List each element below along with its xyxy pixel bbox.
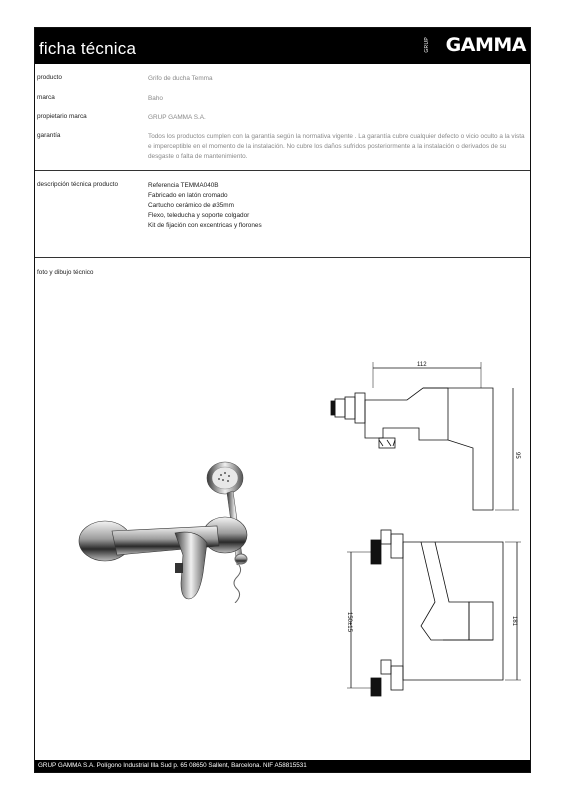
tech-line: Flexo, teleducha y soporte colgador	[148, 212, 250, 219]
brand-prefix: GRUP	[424, 37, 430, 53]
hose	[234, 554, 247, 603]
page-title: ficha técnica	[39, 39, 137, 58]
brand-logo: GAMMA	[445, 34, 526, 56]
tech-line: Cartucho cerámico de ø35mm	[148, 202, 234, 209]
header-bar	[35, 28, 530, 64]
spec-sheet	[34, 27, 531, 773]
dim-side-label: 95	[514, 452, 520, 459]
divider	[35, 170, 530, 171]
tech-line: Kit de fijación con excentricas y florones	[148, 222, 262, 229]
row-label: garantía	[37, 132, 61, 139]
row-label: producto	[37, 74, 62, 81]
tech-line: Fabricado en latón cromado	[148, 192, 228, 199]
side-view	[331, 388, 493, 510]
footer-bar	[35, 760, 530, 772]
footer-text: GRUP GAMMA S.A. Polígono Industrial Illa Sud p. 65 08650 Sallent, Barcelona. NIF A58815531	[38, 762, 307, 769]
tech-lines	[148, 181, 526, 231]
row-value: Todos los productos cumplen con la garantía según la normativa vigente . La garantía cubre cualquier defecto o vicio oculto a la vista e imperceptible en el momento de la instalación. No cubre los daños sufridos posteriormente a la instalación o derivados de su desgaste o falta de mantenimiento.	[148, 133, 525, 160]
photo-section-label: foto y dibujo técnico	[37, 269, 94, 276]
front-view	[371, 530, 503, 696]
dim-left-label: 150±15	[346, 612, 352, 632]
row-value: Baho	[148, 95, 163, 102]
tech-line: Referencia TEMMA040B	[148, 182, 219, 189]
row-value: Grifo de ducha Temma	[148, 75, 213, 82]
product-photo	[57, 423, 277, 603]
divider	[35, 257, 530, 258]
technical-drawing	[323, 358, 523, 718]
row-label: descripción técnica producto	[37, 181, 118, 188]
row-value: GRUP GAMMA S.A.	[148, 114, 206, 121]
row-label: propietario marca	[37, 113, 87, 120]
row-label: marca	[37, 94, 55, 101]
dim-top-label: 112	[417, 362, 427, 368]
mixer-body	[79, 517, 247, 599]
dim-right-label: 181	[511, 616, 517, 627]
